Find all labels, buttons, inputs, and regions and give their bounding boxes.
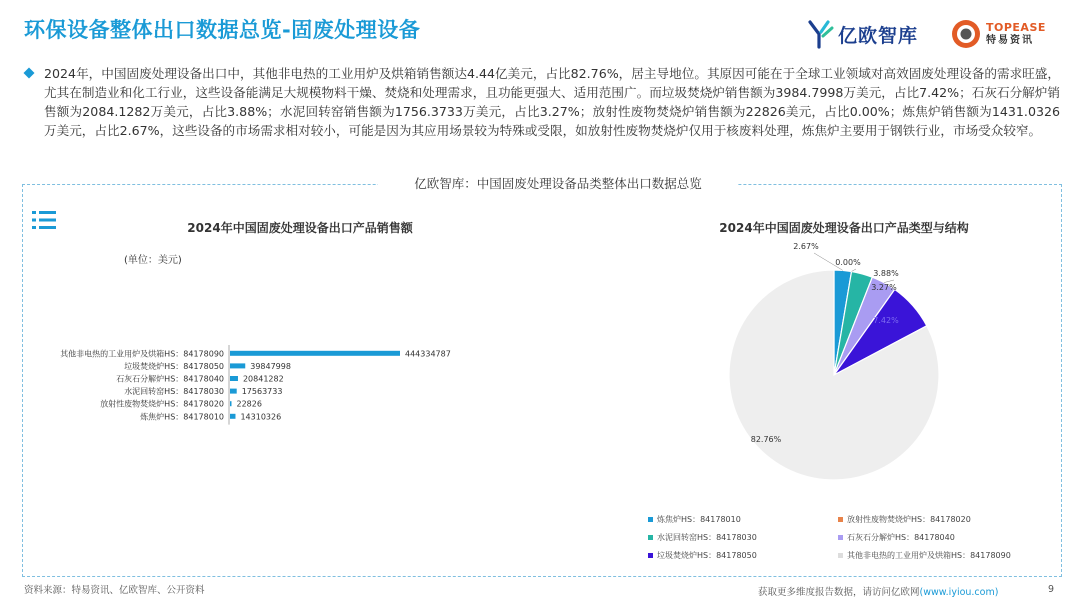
bar-value-label: 444334787: [405, 349, 451, 359]
pie-slice-label: 3.27%: [871, 283, 897, 292]
summary-text: 2024年，中国固废处理设备出口中，其他非电热的工业用炉及烘箱销售额达4.44亿美元，占比82.76%，居主导地位。其原因可能在于全球工业领域对高效固废处理设备的需求旺盛，尤其在制造业和化工行业，这些设备能满足大规模物料干燥、焚烧和处理需求，且功能更强大、适用范围广。而垃圾焚烧炉销售额为3984.7998万美元，占比7.42%；石灰石分解炉销售额为2084.1282万美元，占比3.88%；水泥回转窑销售额为1756.3733万美元，占比3.27%；放射性废物焚烧炉销售额为22826美元，占比0.00%；炼焦炉销售额为1431.0326万美元，占比2.67%，这些设备的市场需求相对较小，可能是因为其应用场景较为特殊或受限，如放射性废物焚烧炉仅用于核废料处理，炼焦炉主要用于钢铁行业，市场受众较窄。: [44, 66, 1060, 138]
bar-category-label: 其他非电热的工业用炉及烘箱HS：84178090: [60, 349, 224, 359]
legend-label: 水泥回转窑HS：84178030: [657, 533, 757, 542]
legend-swatch: [648, 517, 653, 522]
legend-swatch: [838, 535, 843, 540]
legend-swatch: [838, 553, 843, 558]
bar-value-label: 39847998: [250, 361, 291, 371]
pie-chart-title: 2024年中国固废处理设备出口产品类型与结构: [719, 221, 969, 235]
legend-item: [648, 514, 741, 525]
bar-category-label: 石灰石分解炉HS：84178040: [116, 374, 224, 384]
bar-chart-title: 2024年中国固废处理设备出口产品销售额: [187, 221, 413, 235]
legend-item: [648, 532, 757, 543]
legend-label: 垃圾焚烧炉HS：84178050: [657, 551, 757, 560]
yiou-logo-text: 亿欧智库: [838, 24, 919, 47]
pie-leader-line: [852, 269, 856, 271]
legend-swatch: [648, 535, 653, 540]
legend-label: 石灰石分解炉HS：84178040: [847, 533, 955, 542]
bar-category-label: 放射性废物焚烧炉HS：84178020: [100, 399, 224, 409]
legend-swatch: [838, 517, 843, 522]
pie-slice-label: 82.76%: [750, 435, 782, 444]
page-number: 9: [1048, 584, 1055, 595]
bar-category-label: 垃圾焚烧炉HS：84178050: [124, 361, 224, 371]
legend-swatch: [648, 553, 653, 558]
more-data-note: [758, 584, 998, 598]
bar-value-label: 20841282: [242, 374, 284, 384]
pie-slice-label: 0.00%: [835, 258, 861, 267]
bar-value-label: 14310326: [240, 412, 282, 422]
legend-label: 放射性废物焚烧炉HS：84178020: [847, 515, 971, 524]
legend-item: [838, 514, 971, 525]
pie-slice-label: 2.67%: [793, 242, 819, 251]
topease-logo-en: TOPEASE: [986, 21, 1046, 34]
bar-value-label: 22826: [236, 399, 262, 409]
page-title: 环保设备整体出口数据总览-固废处理设备: [24, 18, 421, 42]
bar-category-label: 水泥回转窑HS：84178030: [124, 387, 224, 397]
legend-item: [838, 550, 1011, 561]
iyiou-link[interactable]: (www.iyiou.com): [919, 587, 999, 598]
pie-slice-label: 3.88%: [873, 269, 899, 278]
legend-item: [648, 550, 757, 561]
bar-value-label: 17563733: [241, 387, 283, 397]
panel-title: 亿欧智库：中国固废处理设备品类整体出口数据总览: [378, 173, 738, 194]
source-note: 资料来源：特易资讯、亿欧智库、公开资料: [24, 585, 205, 596]
legend-item: [838, 532, 955, 543]
bar-chart-unit: (单位：美元): [124, 255, 182, 266]
legend-label: 其他非电热的工业用炉及烘箱HS：84178090: [847, 551, 1011, 560]
bar-category-label: 炼焦炉HS：84178010: [140, 412, 224, 422]
more-data-text: 获取更多维度报告数据，请访问亿欧网: [758, 587, 920, 598]
pie-slice-label: 7.42%: [873, 316, 899, 325]
legend-label: 炼焦炉HS：84178010: [657, 515, 741, 524]
topease-logo-cn: 特易资讯: [986, 35, 1034, 46]
